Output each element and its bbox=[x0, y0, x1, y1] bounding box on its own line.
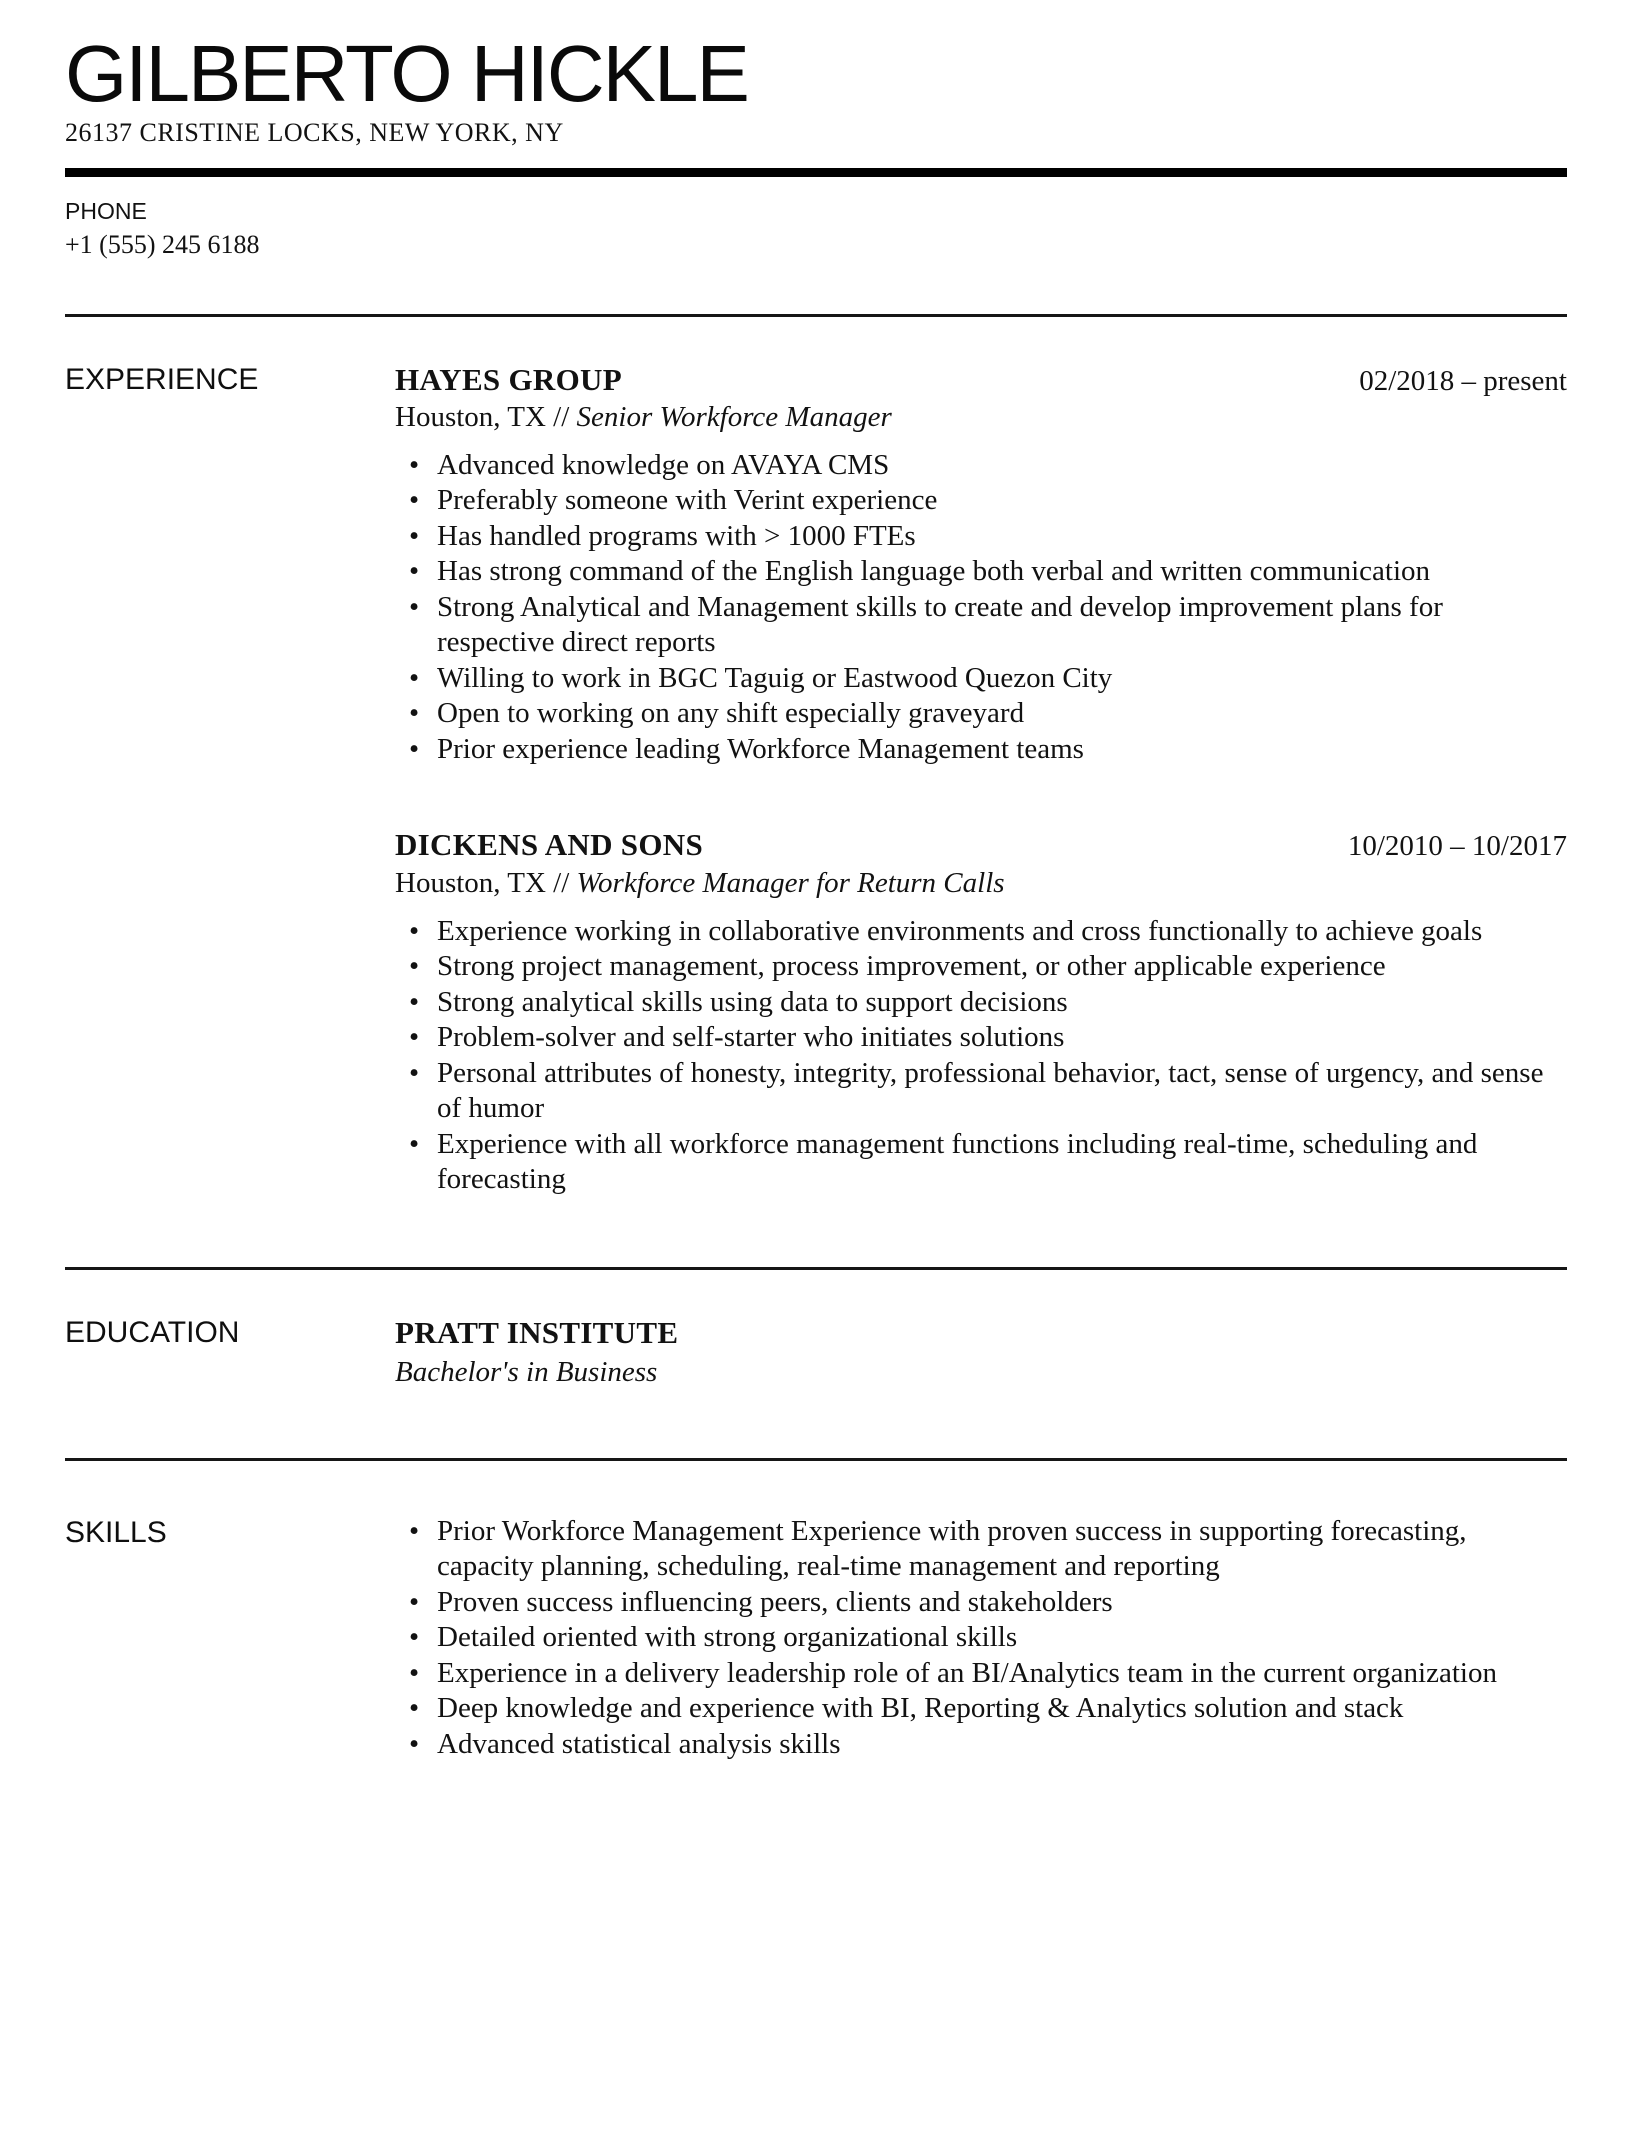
list-item: • Experience with all workforce management functions including real-time, scheduling and forecasting bbox=[395, 1127, 1567, 1198]
entry-subtitle bbox=[395, 400, 1567, 436]
role-separator: // bbox=[553, 867, 570, 900]
person-address: 26137 CRISTINE LOCKS, NEW YORK, NY bbox=[65, 118, 564, 147]
entry-dates: 10/2010 – 10/2017 bbox=[1347, 830, 1567, 863]
education-entry bbox=[395, 1314, 1567, 1391]
list-item: • Strong analytical skills using data to support decisions bbox=[395, 985, 1567, 1021]
bullet-list bbox=[395, 914, 1567, 1198]
experience-entries bbox=[395, 361, 1567, 1198]
experience-entry bbox=[395, 826, 1567, 1197]
list-item: • Willing to work in BGC Taguig or Eastwood Quezon City bbox=[395, 661, 1567, 697]
list-item: • Advanced statistical analysis skills bbox=[395, 1727, 1567, 1763]
experience-section-label: EXPERIENCE bbox=[65, 362, 259, 396]
entry-header bbox=[395, 1314, 1567, 1353]
job-title: Senior Workforce Manager bbox=[576, 401, 892, 434]
list-item: • Preferably someone with Verint experience bbox=[395, 483, 1567, 519]
degree: Bachelor's in Business bbox=[395, 1356, 658, 1389]
list-item: • Advanced knowledge on AVAYA CMS bbox=[395, 448, 1567, 484]
job-title: Workforce Manager for Return Calls bbox=[576, 867, 1005, 900]
role-separator: // bbox=[553, 401, 570, 434]
entry-subtitle bbox=[395, 866, 1567, 902]
phone-number: +1 (555) 245 6188 bbox=[65, 229, 260, 259]
experience-entry bbox=[395, 361, 1567, 768]
list-item: • Prior Workforce Management Experience with proven success in supporting forecasting, capacity planning, scheduling, real-time management and reporting bbox=[395, 1514, 1567, 1585]
list-item: • Proven success influencing peers, clients and stakeholders bbox=[395, 1585, 1567, 1621]
list-item: • Detailed oriented with strong organizational skills bbox=[395, 1620, 1567, 1656]
education-section bbox=[65, 1270, 1567, 1391]
skills-section-label: SKILLS bbox=[65, 1515, 167, 1549]
company-name: HAYES GROUP bbox=[395, 361, 622, 397]
education-section-label: EDUCATION bbox=[65, 1315, 240, 1349]
resume-page bbox=[0, 29, 1632, 2132]
school-name: PRATT INSTITUTE bbox=[395, 1314, 679, 1350]
skills-section bbox=[65, 1461, 1567, 1763]
list-item: • Prior experience leading Workforce Management teams bbox=[395, 732, 1567, 768]
list-item: • Open to working on any shift especially graveyard bbox=[395, 696, 1567, 732]
list-item: • Experience working in collaborative environments and cross functionally to achieve goals bbox=[395, 914, 1567, 950]
list-item: • Experience in a delivery leadership role of an BI/Analytics team in the current organization bbox=[395, 1656, 1567, 1692]
header-divider bbox=[65, 168, 1567, 177]
person-name: GILBERTO HICKLE bbox=[65, 29, 748, 118]
skills-list bbox=[395, 1514, 1567, 1763]
company-name: DICKENS AND SONS bbox=[395, 827, 703, 863]
contact-block bbox=[65, 198, 1567, 260]
bullet-list bbox=[395, 448, 1567, 768]
list-item: • Problem-solver and self-starter who initiates solutions bbox=[395, 1020, 1567, 1056]
entry-location: Houston, TX bbox=[395, 867, 546, 900]
entry-header bbox=[395, 361, 1567, 401]
experience-section bbox=[65, 317, 1567, 1198]
list-item: • Personal attributes of honesty, integrity, professional behavior, tact, sense of urgency, and sense of humor bbox=[395, 1056, 1567, 1127]
phone-label: PHONE bbox=[65, 198, 147, 224]
entry-location: Houston, TX bbox=[395, 401, 546, 434]
entry-header bbox=[395, 826, 1567, 866]
list-item: • Deep knowledge and experience with BI, Reporting & Analytics solution and stack bbox=[395, 1691, 1567, 1727]
list-item: • Strong Analytical and Management skills to create and develop improvement plans for respective direct reports bbox=[395, 590, 1567, 661]
entry-dates: 02/2018 – present bbox=[1359, 364, 1567, 397]
list-item: • Has handled programs with > 1000 FTEs bbox=[395, 519, 1567, 555]
list-item: • Has strong command of the English language both verbal and written communication bbox=[395, 554, 1567, 590]
list-item: • Strong project management, process improvement, or other applicable experience bbox=[395, 949, 1567, 985]
skills-content bbox=[395, 1514, 1567, 1763]
resume-header bbox=[65, 29, 1567, 148]
